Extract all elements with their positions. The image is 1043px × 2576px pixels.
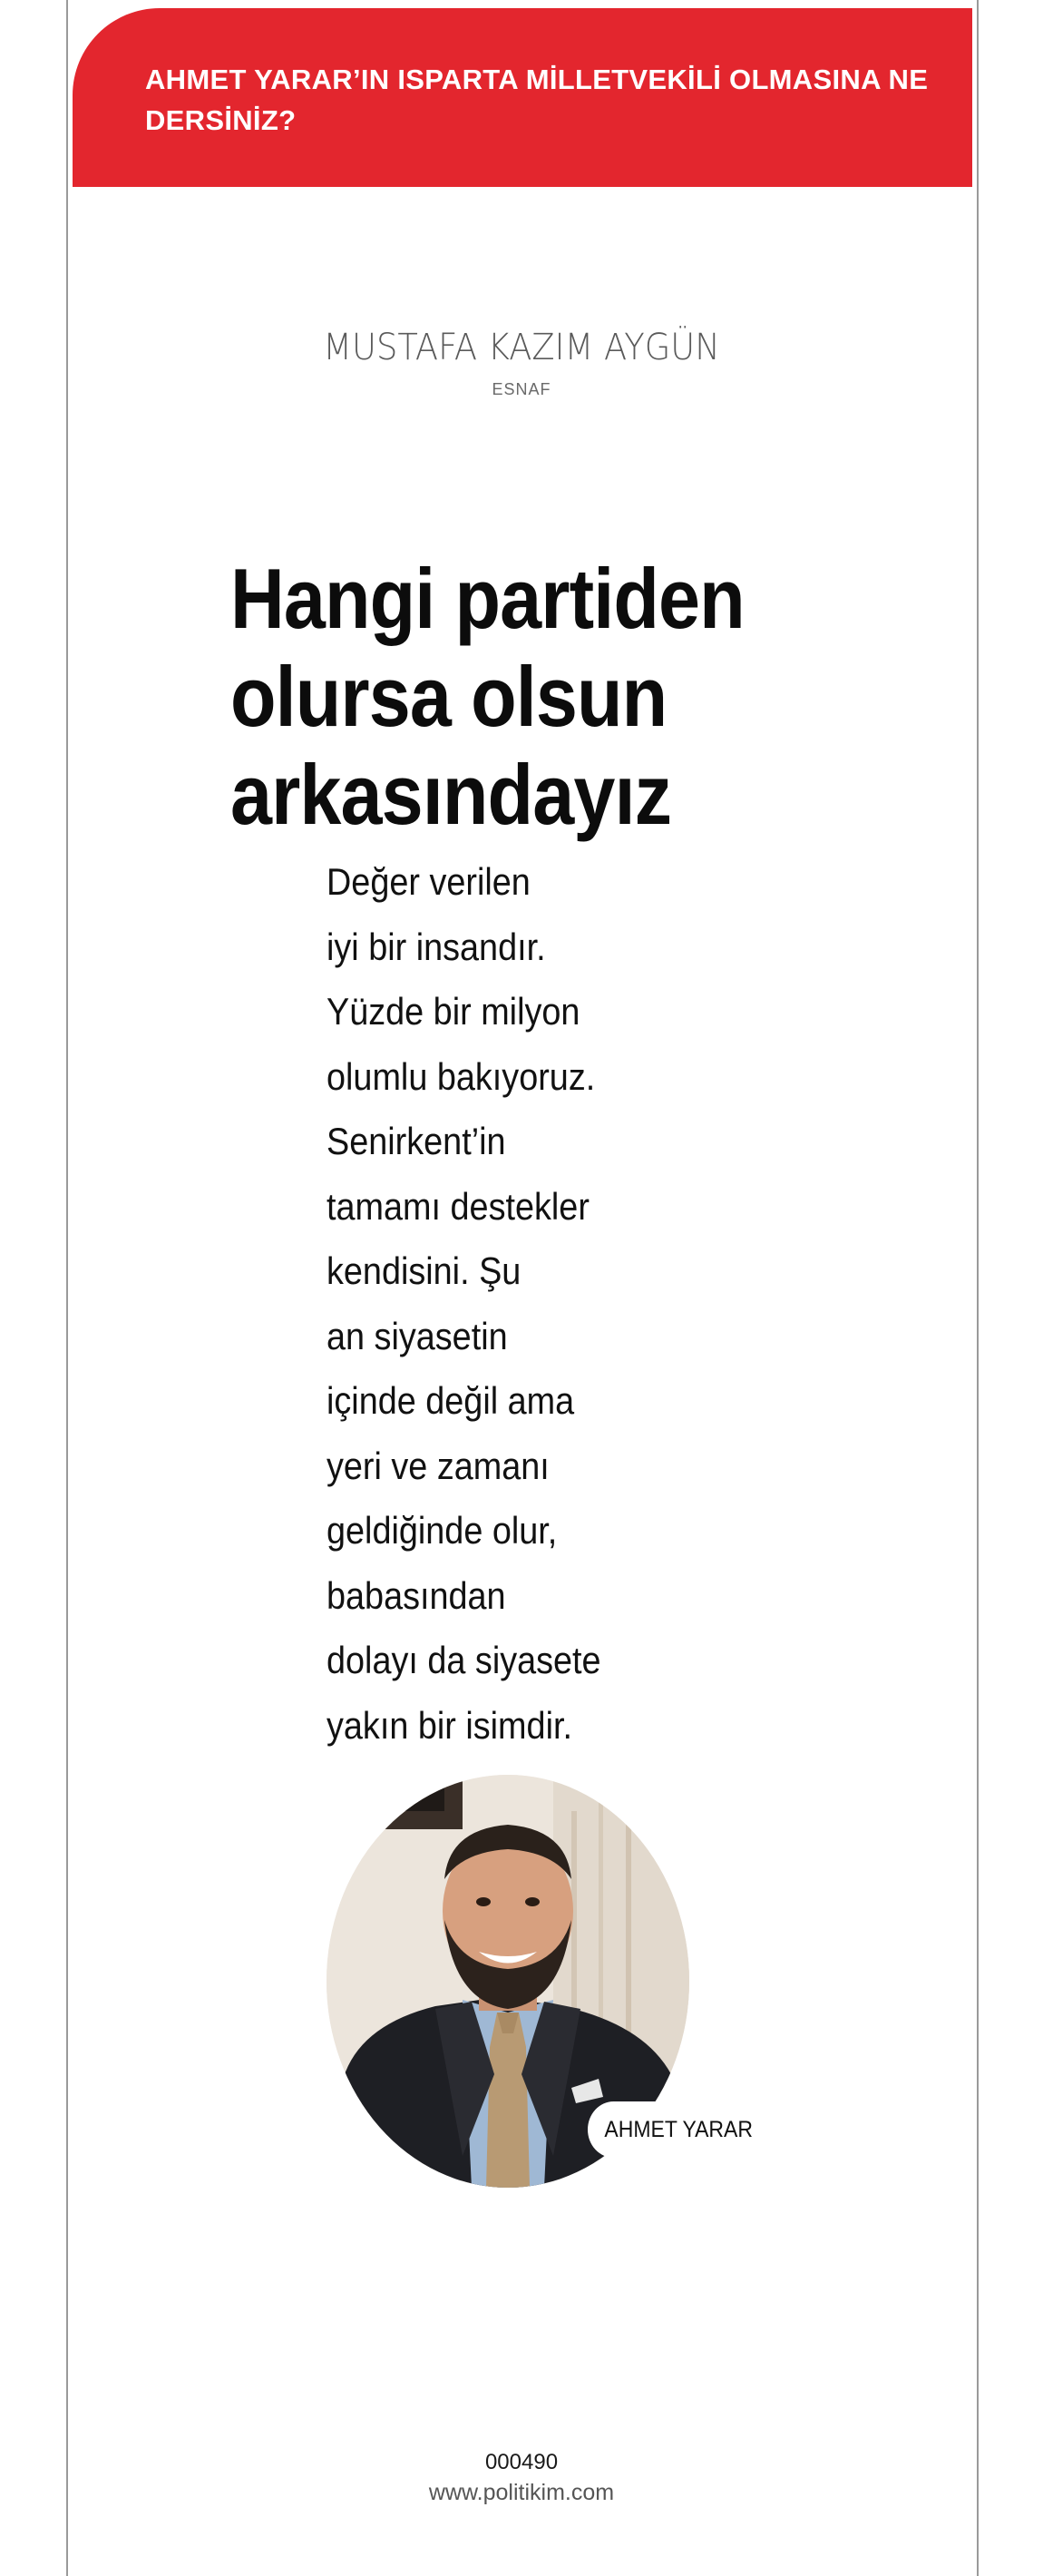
portrait-caption: AHMET YARAR	[588, 2101, 771, 2158]
author-name: MUSTAFA KAZIM AYGÜN	[323, 327, 720, 368]
quote-line: yeri ve zamanı	[327, 1444, 550, 1487]
quote-line: Senirkent’in	[327, 1120, 506, 1162]
quote-line: kendisini. Şu	[327, 1249, 522, 1292]
quote-line: Yüzde bir milyon	[327, 990, 580, 1033]
quote-line: an siyasetin	[327, 1314, 508, 1357]
quote-line: geldiğinde olur,	[327, 1509, 558, 1552]
footer-url[interactable]: www.politikim.com	[428, 2480, 615, 2505]
quote-line: yakın bir isimdir.	[327, 1703, 572, 1747]
question-banner	[73, 8, 972, 187]
footer-code: 000490	[484, 2450, 559, 2474]
quote-line: iyi bir insandır.	[327, 925, 546, 968]
quote-text	[327, 849, 601, 1758]
quote-line: olumlu bakıyoruz.	[327, 1054, 596, 1098]
quote-line: babasından	[327, 1573, 506, 1617]
banner-question: AHMET YARAR’IN ISPARTA MİLLETVEKİLİ OLMASINA NE DERSİNİZ?	[145, 64, 929, 136]
quote-line: dolayı da siyasete	[327, 1639, 601, 1681]
quote-line: tamamı destekler	[327, 1184, 590, 1228]
author-occupation: ESNAF	[492, 380, 551, 398]
quote-line: Değer verilen	[327, 860, 531, 903]
headline: Hangi partiden olursa olsun arkasındayız	[230, 551, 745, 842]
quote-line: içinde değil ama	[327, 1379, 575, 1422]
